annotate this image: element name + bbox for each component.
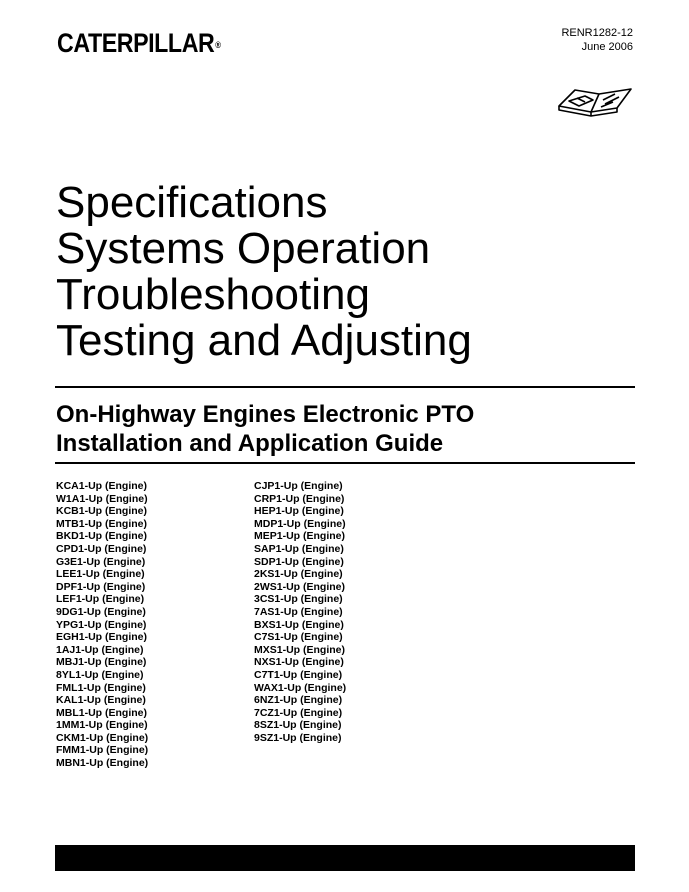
- serial-prefix-item: MXS1-Up (Engine): [254, 643, 345, 656]
- serial-prefix-item: WAX1-Up (Engine): [254, 681, 347, 694]
- title-line: Systems Operation: [56, 224, 431, 273]
- serial-prefix-item: FML1-Up (Engine): [56, 681, 146, 694]
- divider-bottom: [55, 462, 635, 464]
- subtitle-line: Installation and Application Guide: [56, 430, 444, 457]
- serial-prefix-item: MBJ1-Up (Engine): [56, 656, 147, 669]
- serial-prefix-item: 9SZ1-Up (Engine): [254, 731, 342, 744]
- serial-prefix-item: CKM1-Up (Engine): [56, 731, 149, 744]
- divider-top: [55, 386, 635, 388]
- serial-prefix-item: NXS1-Up (Engine): [254, 656, 344, 669]
- document-info: [561, 26, 633, 54]
- title-line: Specifications: [56, 178, 328, 227]
- serial-prefix-item: 1MM1-Up (Engine): [56, 719, 148, 732]
- title-line: Testing and Adjusting: [56, 316, 472, 365]
- serial-prefix-item: 6NZ1-Up (Engine): [254, 694, 343, 707]
- bottom-bar: [55, 845, 635, 871]
- serial-list-column-1: [56, 480, 148, 770]
- serial-prefix-item: LEF1-Up (Engine): [56, 593, 145, 606]
- serial-prefix-item: C7S1-Up (Engine): [254, 631, 343, 644]
- serial-prefix-item: 1AJ1-Up (Engine): [56, 643, 144, 656]
- serial-prefix-item: KCB1-Up (Engine): [56, 505, 147, 518]
- serial-prefix-item: CPD1-Up (Engine): [56, 542, 147, 555]
- serial-prefix-item: 7CZ1-Up (Engine): [254, 706, 343, 719]
- subtitle-line: On-Highway Engines Electronic PTO: [56, 401, 475, 428]
- serial-prefix-item: G3E1-Up (Engine): [56, 555, 146, 568]
- serial-prefix-item: MDP1-Up (Engine): [254, 517, 346, 530]
- serial-prefix-item: 8SZ1-Up (Engine): [254, 719, 342, 732]
- serial-prefix-item: SDP1-Up (Engine): [254, 555, 344, 568]
- serial-prefix-item: DPF1-Up (Engine): [56, 580, 146, 593]
- serial-prefix-item: 2WS1-Up (Engine): [254, 580, 345, 593]
- serial-prefix-item: CRP1-Up (Engine): [254, 492, 345, 505]
- serial-prefix-item: 3CS1-Up (Engine): [254, 593, 343, 606]
- title-line: Troubleshooting: [56, 270, 370, 319]
- serial-prefix-item: C7T1-Up (Engine): [254, 668, 343, 681]
- main-titles: [56, 180, 472, 364]
- serial-prefix-item: MBL1-Up (Engine): [56, 706, 147, 719]
- serial-prefix-item: 7AS1-Up (Engine): [254, 605, 343, 618]
- serial-prefix-item: CJP1-Up (Engine): [254, 480, 343, 492]
- service-manual-book-icon: [555, 84, 635, 120]
- serial-prefix-item: MBN1-Up (Engine): [56, 757, 149, 770]
- serial-prefix-item: FMM1-Up (Engine): [56, 744, 149, 757]
- logo-text: CATERPILLAR: [57, 28, 215, 58]
- serial-prefix-item: 9DG1-Up (Engine): [56, 605, 146, 618]
- serial-prefix-item: LEE1-Up (Engine): [56, 568, 145, 581]
- serial-prefix-item: KCA1-Up (Engine): [56, 480, 147, 492]
- subtitle: [56, 400, 474, 458]
- serial-prefix-item: 8YL1-Up (Engine): [56, 668, 144, 681]
- registered-mark: ®: [215, 40, 221, 50]
- serial-list-column-2: [254, 480, 346, 744]
- serial-prefix-item: 2KS1-Up (Engine): [254, 568, 343, 581]
- serial-prefix-item: EGH1-Up (Engine): [56, 631, 147, 644]
- serial-prefix-item: W1A1-Up (Engine): [56, 492, 148, 505]
- serial-prefix-item: HEP1-Up (Engine): [254, 505, 344, 518]
- document-date: June 2006: [581, 41, 633, 53]
- caterpillar-logo: [57, 28, 221, 58]
- serial-prefix-item: SAP1-Up (Engine): [254, 542, 344, 555]
- serial-prefix-item: YPG1-Up (Engine): [56, 618, 147, 631]
- serial-prefix-item: BKD1-Up (Engine): [56, 530, 147, 543]
- serial-prefix-item: MEP1-Up (Engine): [254, 530, 345, 543]
- serial-prefix-item: KAL1-Up (Engine): [56, 694, 146, 707]
- serial-prefix-item: BXS1-Up (Engine): [254, 618, 344, 631]
- document-number: RENR1282-12: [561, 27, 633, 39]
- serial-prefix-item: MTB1-Up (Engine): [56, 517, 147, 530]
